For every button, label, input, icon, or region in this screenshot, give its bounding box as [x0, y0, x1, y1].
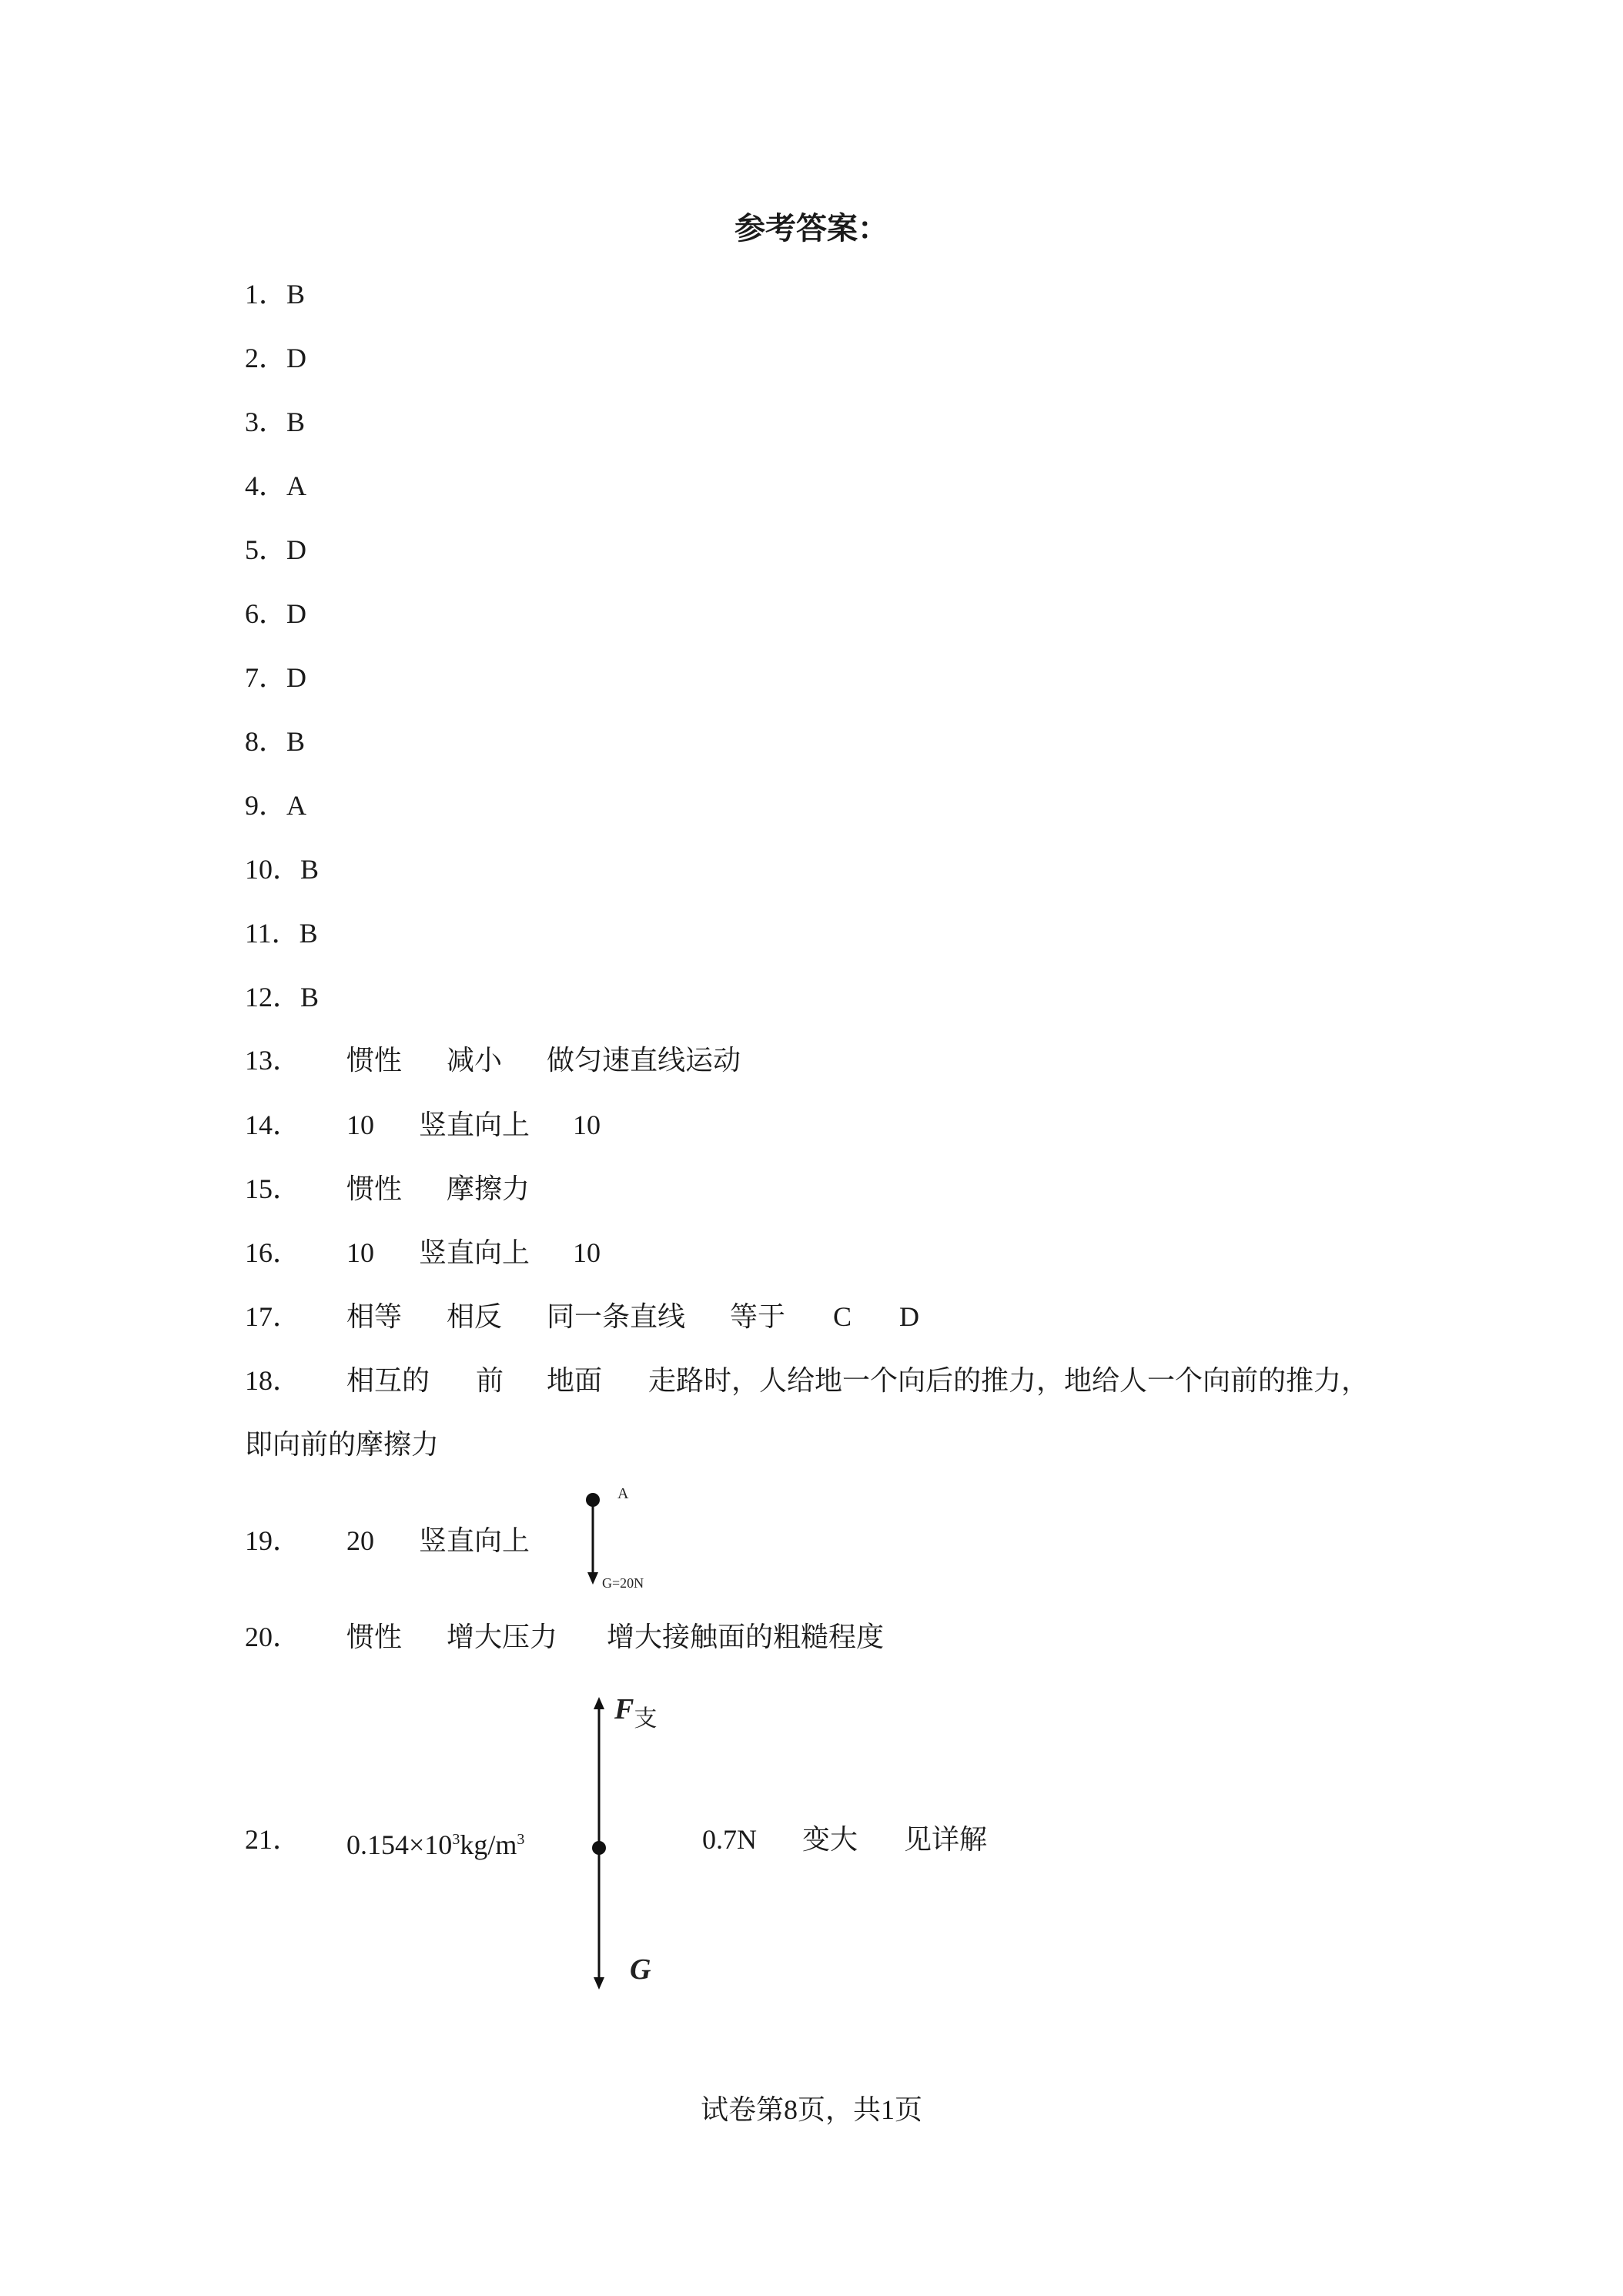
answer-row-20 [245, 1620, 1400, 1654]
answer-row-15 [245, 1172, 1400, 1206]
answer-blank: 减小 [447, 1045, 503, 1076]
answer-blank: 竖直向上 [419, 1525, 530, 1556]
answer-blank: 相互的 [346, 1365, 430, 1396]
page-footer: 试卷第8页，共1页 [700, 2094, 922, 2125]
answer-row-16 [245, 1236, 1400, 1270]
answer-row: 10．B [245, 854, 320, 885]
answer-explanation-continued: 即向前的摩擦力 [245, 1429, 440, 1460]
answer-blank: 摩擦力 [447, 1173, 530, 1204]
answer-blank: 惯性 [346, 1622, 403, 1652]
answer-blank: 做匀速直线运动 [547, 1045, 741, 1076]
support-force-arrow-head [594, 1697, 604, 1709]
question-number: 19． [245, 1525, 301, 1556]
answer-row: 12．B [245, 982, 320, 1012]
answer-blank: 惯性 [346, 1173, 403, 1204]
question-number: 17． [245, 1301, 301, 1332]
answer-blank: 竖直向上 [419, 1237, 530, 1268]
gravity-force-diagram [570, 1478, 724, 1594]
answer-blank: 10 [346, 1237, 374, 1268]
answer-blank: 等于 [730, 1301, 786, 1332]
answer-blank: D [899, 1301, 919, 1332]
answer-row-13 [245, 1043, 1400, 1077]
answer-blank: 竖直向上 [419, 1110, 530, 1140]
gravity-label: G=20N [602, 1575, 644, 1591]
answer-row: 6．D [245, 598, 307, 629]
answer-blank: 同一条直线 [547, 1301, 686, 1332]
question-number: 16． [245, 1237, 301, 1268]
answer-blank: 惯性 [346, 1045, 403, 1076]
answer-explanation: 走路时，人给地一个向后的推力，地给人一个向前的推力， [648, 1365, 1370, 1396]
answer-row: 5．D [245, 534, 307, 565]
answer-row: 11．B [245, 918, 318, 949]
question-number: 15． [245, 1173, 301, 1204]
support-force-label: $F_支$ [614, 1693, 658, 1732]
gravity-arrow-head [587, 1572, 598, 1585]
answer-blank: 增大接触面的粗糙程度 [607, 1622, 885, 1652]
question-number: 13． [245, 1045, 301, 1076]
answer-row: 8．B [245, 726, 306, 757]
answer-blank: 见详解 [904, 1824, 988, 1855]
answer-blank: C [833, 1301, 852, 1332]
answer-blank: 前 [476, 1365, 504, 1396]
answer-blank: 20 [346, 1525, 374, 1556]
answer-blank: 相反 [447, 1301, 503, 1332]
point-a-label: A [617, 1485, 629, 1502]
gravity-force-arrow-head [594, 1977, 604, 1990]
answer-row-17 [245, 1300, 1400, 1334]
question-number: 21． [245, 1824, 301, 1855]
answer-row: 4．A [245, 470, 307, 501]
answer-row-19 [245, 1524, 1400, 1558]
answer-blank: 10 [573, 1110, 601, 1140]
answer-row-18-continued [245, 1427, 439, 1461]
question-number: 20． [245, 1622, 301, 1652]
answer-blank: 0.7N [702, 1824, 757, 1855]
answer-blank: 相等 [346, 1301, 403, 1332]
answer-row: 2．D [245, 343, 307, 373]
answer-row-18 [245, 1364, 1400, 1397]
question-number: 18． [245, 1365, 301, 1396]
answer-row-14 [245, 1108, 1400, 1142]
answer-blank: 增大压力 [447, 1622, 558, 1652]
density-answer: $0.154\times 10^3kg/m^3$ [346, 1829, 525, 1860]
answer-blank: 10 [573, 1237, 601, 1268]
question-number: 14． [245, 1110, 301, 1140]
gravity-force-label: G [630, 1953, 651, 1986]
answer-blank: 变大 [802, 1824, 858, 1855]
answer-row-21 [245, 1822, 1400, 1860]
page-title: 参考答案： [735, 211, 888, 246]
answer-row: 3．B [245, 407, 306, 437]
answer-row: 7．D [245, 662, 307, 693]
answer-row: 1．B [245, 279, 306, 310]
answer-blank: 地面 [547, 1365, 603, 1396]
answer-blank: 10 [346, 1110, 374, 1140]
answer-row: 9．A [245, 790, 307, 821]
